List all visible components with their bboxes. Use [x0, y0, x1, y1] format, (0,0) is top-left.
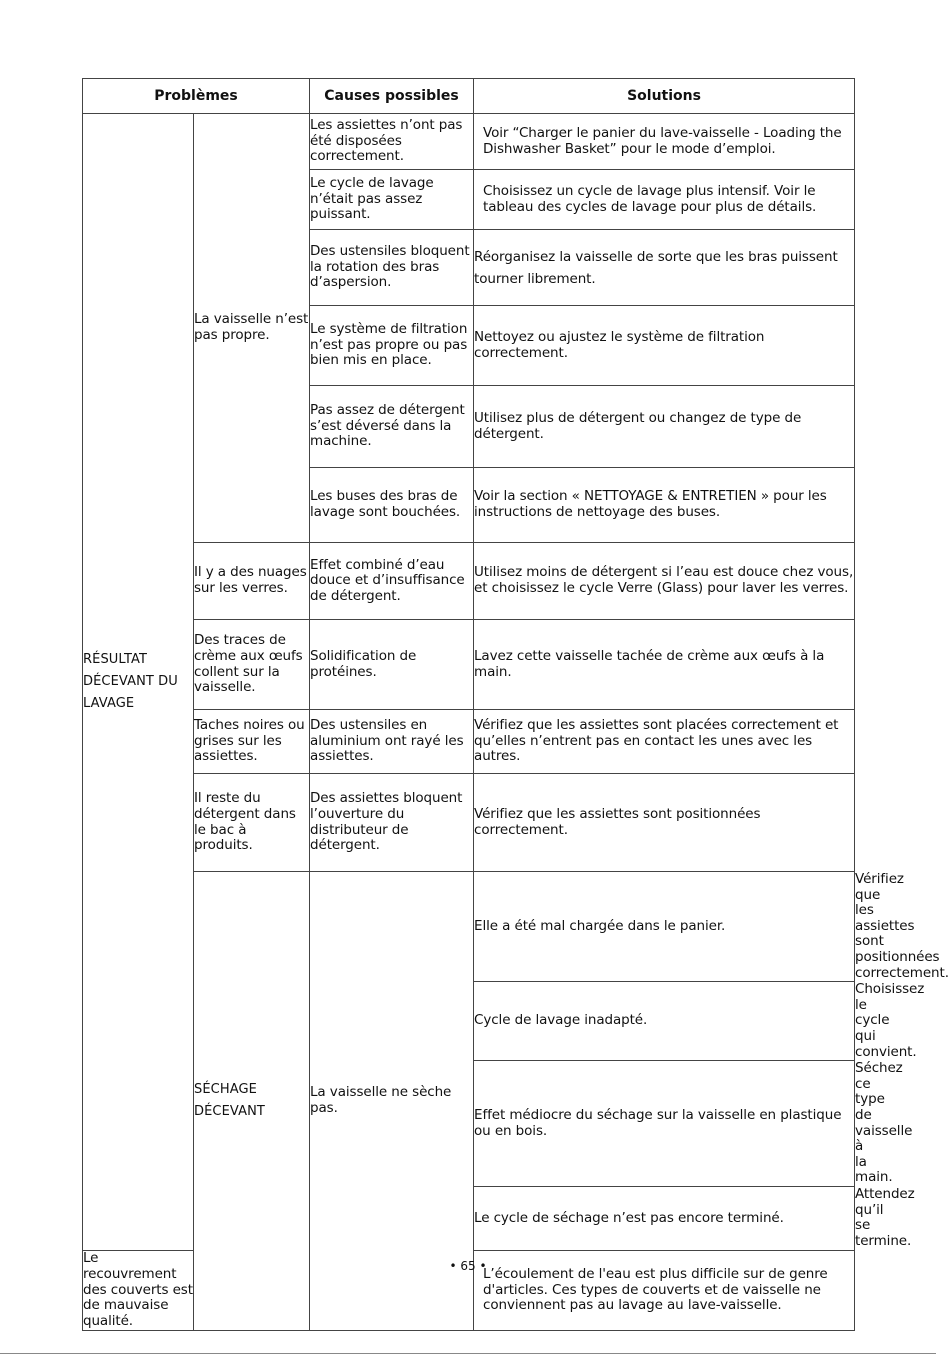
- solution-cell: Vérifiez que les assiettes sont positionnées correctement.: [474, 774, 855, 872]
- problem-cell: Des traces de crème aux œufs collent sur la vaisselle.: [194, 620, 310, 710]
- category-cell: SÉCHAGE DÉCEVANT: [194, 872, 310, 1331]
- cause-cell: Le cycle de séchage n’est pas encore terminé.: [474, 1186, 855, 1250]
- cause-cell: Des ustensiles bloquent la rotation des bras d’aspersion.: [310, 230, 474, 306]
- problem-cell: Taches noires ou grises sur les assiettes.: [194, 710, 310, 774]
- table-row: [83, 620, 855, 710]
- table-row: Effet médiocre du séchage sur la vaisselle en plastique ou en bois. Séchez ce type de vaisselle à la main.: [474, 1060, 913, 1186]
- cause-cell: Le recouvrement des couverts est de mauvaise qualité.: [83, 1250, 193, 1329]
- solution-cell: Choisissez un cycle de lavage plus intensif. Voir le tableau des cycles de lavage pour plus de détails.: [474, 170, 855, 230]
- problem-cell: Il y a des nuages sur les verres.: [194, 543, 310, 620]
- header-causes: Causes possibles: [310, 79, 474, 114]
- table-row: [83, 543, 855, 620]
- cause-cell: Les assiettes n’ont pas été disposées correctement.: [310, 114, 474, 170]
- cause-cell: Le cycle de lavage n’était pas assez puissant.: [310, 170, 474, 230]
- solution-cell: Lavez cette vaisselle tachée de crème aux œufs à la main.: [474, 620, 855, 710]
- troubleshooting-table: [82, 78, 949, 1331]
- cause-cell: Le système de filtration n’est pas propre ou pas bien mis en place.: [310, 306, 474, 386]
- solution-cell: Réorganisez la vaisselle de sorte que les bras puissent tourner librement.: [474, 230, 855, 306]
- solution-cell: Nettoyez ou ajustez le système de filtration correctement.: [474, 306, 855, 386]
- table-row: [83, 114, 855, 170]
- solution-cell: Utilisez plus de détergent ou changez de type de détergent.: [474, 386, 855, 468]
- cause-cell: Pas assez de détergent s’est déversé dans la machine.: [310, 386, 474, 468]
- solution-cell: Utilisez moins de détergent si l’eau est douce chez vous, et choisissez le cycle Verre (Glass) pour laver les verres.: [474, 543, 855, 620]
- problem-cell: La vaisselle n’est pas propre.: [194, 114, 310, 543]
- table-header-row: [83, 79, 855, 114]
- table-row: Cycle de lavage inadapté. Choisissez le cycle qui convient.: [474, 981, 925, 1060]
- cause-cell: Des ustensiles en aluminium ont rayé les assiettes.: [310, 710, 474, 774]
- table-row: [83, 710, 855, 774]
- header-solutions: Solutions: [474, 79, 855, 114]
- problem-cell: Il reste du détergent dans le bac à produits.: [194, 774, 310, 872]
- cause-cell: Des assiettes bloquent l’ouverture du distributeur de détergent.: [310, 774, 474, 872]
- cause-cell: Elle a été mal chargée dans le panier.: [474, 872, 855, 982]
- category-cell: RÉSULTAT DÉCEVANT DU LAVAGE: [83, 114, 194, 1251]
- cause-cell: Effet médiocre du séchage sur la vaisselle en plastique ou en bois.: [474, 1061, 855, 1187]
- table-row: SÉCHAGE DÉCEVANT La vaisselle ne sèche pas. Elle a été mal chargée dans le panier. Vérifiez que les assiettes sont positionnées correctement.: [83, 872, 855, 982]
- cause-cell: Les buses des bras de lavage sont bouchées.: [310, 468, 474, 543]
- cause-cell: Solidification de protéines.: [310, 620, 474, 710]
- table-row: Le cycle de séchage n’est pas encore terminé. Attendez qu’il se termine.: [474, 1186, 915, 1249]
- cause-cell: Cycle de lavage inadapté.: [474, 982, 855, 1061]
- header-problems: Problèmes: [83, 79, 310, 114]
- cause-cell: Effet combiné d’eau douce et d’insuffisance de détergent.: [310, 543, 474, 620]
- solution-cell: Voir la section « NETTOYAGE & ENTRETIEN » pour les instructions de nettoyage des buses.: [474, 468, 855, 543]
- solution-cell: Voir “Charger le panier du lave-vaisselle - Loading the Dishwasher Basket” pour le mode d’emploi.: [474, 114, 855, 170]
- page-number: • 65 •: [449, 1259, 487, 1273]
- solution-cell: Vérifiez que les assiettes sont placées correctement et qu’elles n’entrent pas en contact les unes avec les autres.: [474, 710, 855, 774]
- solution-cell: L’écoulement de l'eau est plus difficile sur de genre d'articles. Ces types de couverts et de vaisselle ne conviennent pas au lavage au lave-vaisselle.: [474, 1250, 855, 1330]
- problem-cell: La vaisselle ne sèche pas.: [310, 872, 474, 1331]
- table-row: [83, 774, 855, 872]
- bottom-divider: [0, 1353, 936, 1354]
